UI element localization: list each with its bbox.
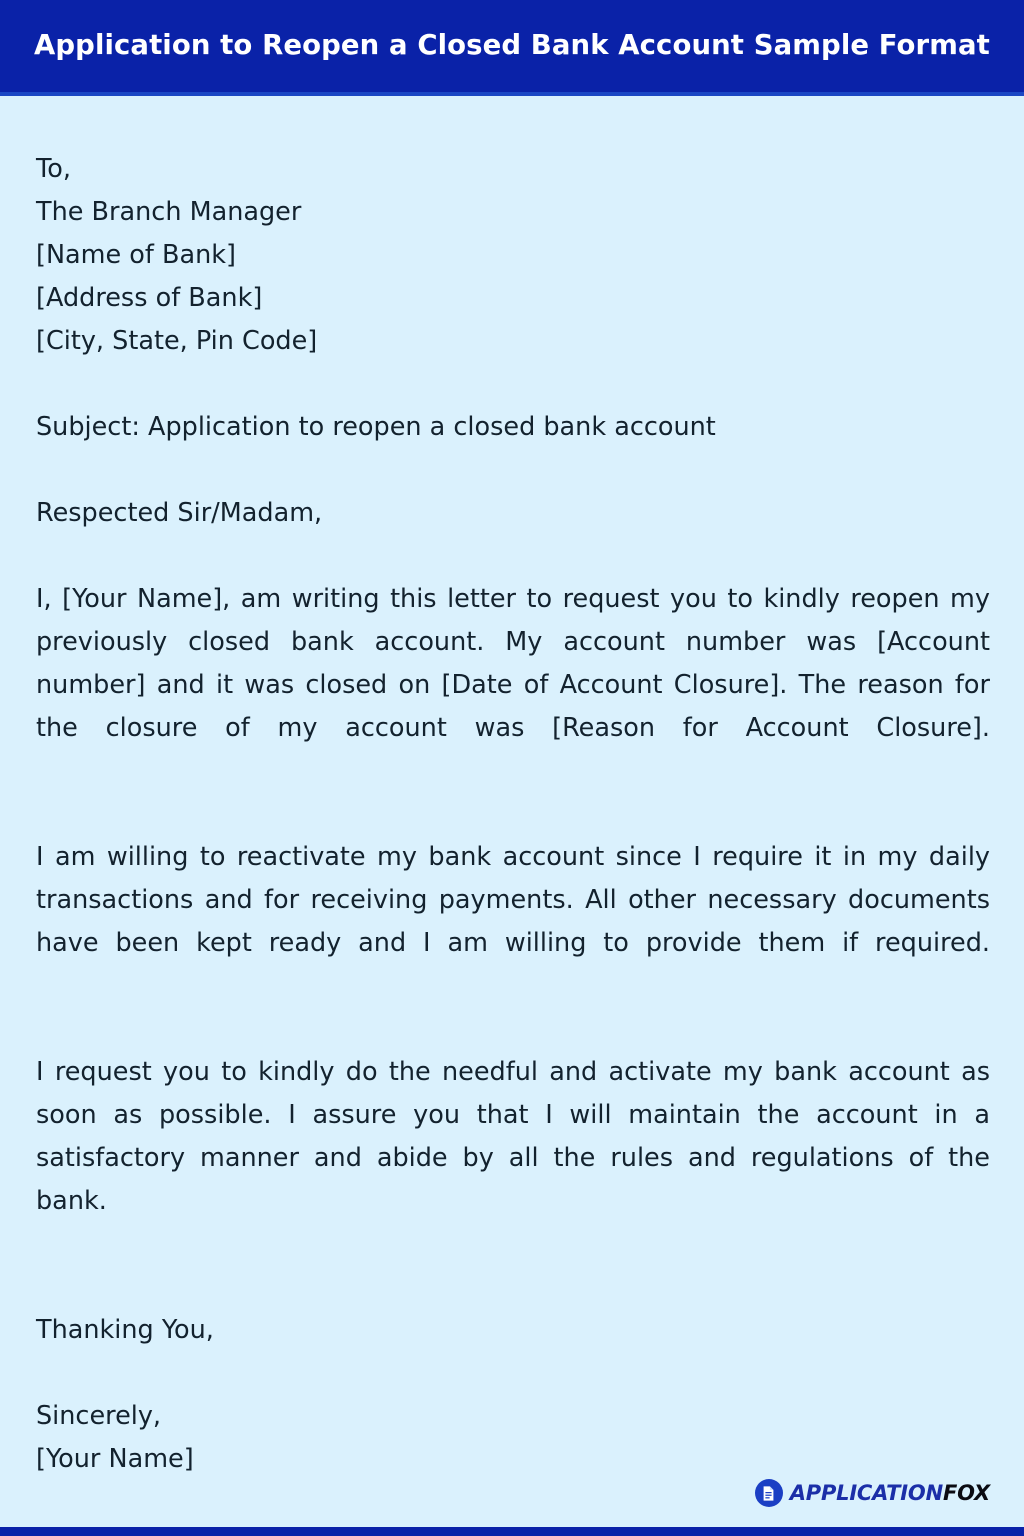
- brand-logo[interactable]: [755, 1479, 990, 1507]
- page-footer-bar: [0, 1527, 1024, 1536]
- brand-name-primary: APPLICATION: [789, 1480, 943, 1505]
- page-header: [0, 0, 1024, 92]
- spacer-after-paragraph-1: [36, 793, 990, 836]
- spacer-after-paragraph-3: [36, 1266, 990, 1309]
- body-paragraph-2: I am willing to reactivate my bank account since I require it in my daily transactions and for receiving payments. All other necessary documents have been kept ready and I am willing to provide them if required.: [36, 842, 990, 958]
- subject-line: Subject: Application to reopen a closed bank account: [36, 412, 716, 442]
- address-line-city-state-pin: [City, State, Pin Code]: [36, 326, 318, 356]
- letter-body: [0, 96, 1024, 1527]
- document-icon: [755, 1479, 783, 1507]
- spacer-after-paragraph-2: [36, 1008, 990, 1051]
- spacer-after-subject: [36, 449, 990, 492]
- page-title: Application to Reopen a Closed Bank Account Sample Format: [34, 29, 990, 62]
- salutation-line: Respected Sir/Madam,: [36, 498, 323, 528]
- closing-block: [36, 1395, 990, 1481]
- body-paragraph-3: I request you to kindly do the needful and activate my bank account as soon as possible. I assure you that I will maintain the account in a satisfactory manner and abide by all the rules and regulations of the bank.: [36, 1057, 990, 1216]
- spacer-after-salutation: [36, 535, 990, 578]
- recipient-address-block: [36, 148, 990, 363]
- closing-signature-name: [Your Name]: [36, 1444, 194, 1474]
- body-paragraph-1: I, [Your Name], am writing this letter to request you to kindly reopen my previously closed bank account. My account number was [Account number] and it was closed on [Date of Account Closure]. The reason for the closure of my account was [Reason for Account Closure].: [36, 584, 990, 743]
- spacer-after-address: [36, 363, 990, 406]
- spacer-after-thanks: [36, 1352, 990, 1395]
- address-line-bank-name: [Name of Bank]: [36, 240, 236, 270]
- brand-logo-text: [789, 1480, 990, 1505]
- thanking-line: Thanking You,: [36, 1315, 214, 1345]
- address-line-bank-address: [Address of Bank]: [36, 283, 263, 313]
- brand-name-secondary: FOX: [942, 1480, 990, 1505]
- address-line-branch-manager: The Branch Manager: [36, 197, 302, 227]
- closing-sincerely: Sincerely,: [36, 1401, 162, 1431]
- address-line-to: To,: [36, 154, 71, 184]
